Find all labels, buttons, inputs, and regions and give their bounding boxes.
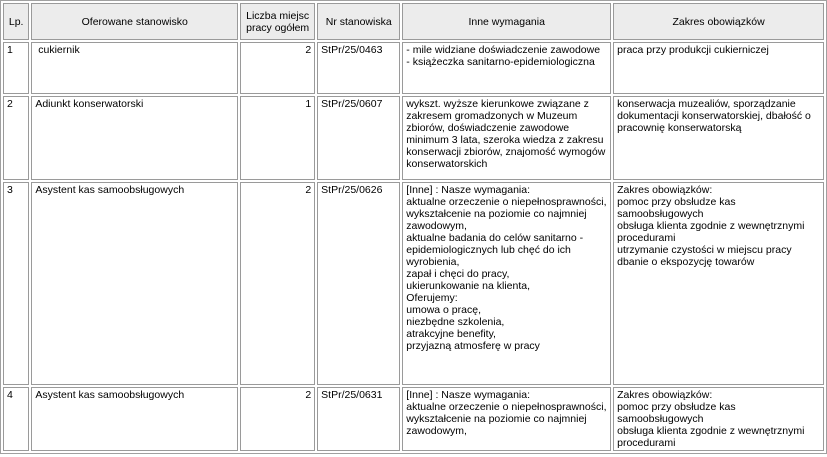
cell-duties xyxy=(613,42,824,94)
cell-position: Adiunkt konserwatorski xyxy=(31,96,238,180)
cell-requirements xyxy=(402,387,611,451)
cell-lp: 3 xyxy=(3,182,29,385)
cell-position: Asystent kas samoobsługowych xyxy=(31,182,238,385)
header-requirements: Inne wymagania xyxy=(402,3,611,40)
cell-text-line: - mile widziane doświadczenie zawodowe xyxy=(406,44,601,56)
header-count: Liczba miejsc pracy ogółem xyxy=(240,3,315,40)
cell-requirements xyxy=(402,42,611,94)
cell-text-line: umowa o pracę, xyxy=(406,304,481,316)
cell-id: StPr/25/0626 xyxy=(317,182,400,385)
cell-lp: 4 xyxy=(3,387,29,451)
cell-text-line: przyjazną atmosferę w pracy xyxy=(406,340,540,352)
cell-text-line: dbanie o ekspozycję towarów xyxy=(617,256,755,268)
cell-position: Asystent kas samoobsługowych xyxy=(31,387,238,451)
cell-count: 2 xyxy=(240,387,315,451)
cell-text-line: zapał i chęci do pracy, xyxy=(406,268,510,280)
cell-count: 2 xyxy=(240,42,315,94)
header-id: Nr stanowiska xyxy=(317,3,400,40)
cell-id: StPr/25/0463 xyxy=(317,42,400,94)
cell-id: StPr/25/0631 xyxy=(317,387,400,451)
cell-lp: 2 xyxy=(3,96,29,180)
header-lp: Lp. xyxy=(3,3,29,40)
cell-position: cukiernik xyxy=(31,42,238,94)
cell-requirements xyxy=(402,96,611,180)
cell-text-line: aktualne orzeczenie o niepełnosprawności, xyxy=(406,196,607,208)
cell-text-line: niezbędne szkolenia, xyxy=(406,316,505,328)
header-position: Oferowane stanowisko xyxy=(31,3,238,40)
cell-duties xyxy=(613,387,824,451)
cell-text-line: aktualne badania do celów sanitarno - epidemiologicznych lub chęć do ich wyrobienia, xyxy=(406,232,584,268)
cell-text-line: - książeczka sanitarno-epidemiologiczna xyxy=(406,56,595,68)
cell-text-line: konserwacja muzealiów, sporządzanie dokumentacji konserwatorskiej, dbałość o pracownię konserwatorską xyxy=(617,98,811,134)
cell-requirements xyxy=(402,182,611,385)
header-row xyxy=(3,3,824,40)
cell-text-line: pomoc przy obsłudze kas samoobsługowych xyxy=(617,401,736,425)
cell-text-line: [Inne] : Nasze wymagania: xyxy=(406,389,531,401)
cell-duties xyxy=(613,182,824,385)
table-row xyxy=(3,42,824,94)
table-row xyxy=(3,96,824,180)
cell-text-line: utrzymanie czystości w miejscu pracy xyxy=(617,244,792,256)
cell-text-line: pomoc przy obsłudze kas samoobsługowych xyxy=(617,196,736,220)
cell-text-line: Zakres obowiązków: xyxy=(617,389,713,401)
cell-text-line: obsługa klienta zgodnie z wewnętrznymi procedurami xyxy=(617,425,805,449)
cell-duties xyxy=(613,96,824,180)
table-row xyxy=(3,182,824,385)
cell-text-line: wykształcenie na poziomie co najmniej zawodowym, xyxy=(406,413,587,437)
cell-text-line: Zakres obowiązków: xyxy=(617,184,713,196)
cell-id: StPr/25/0607 xyxy=(317,96,400,180)
cell-lp: 1 xyxy=(3,42,29,94)
table-row xyxy=(3,387,824,451)
cell-text-line: Oferujemy: xyxy=(406,292,458,304)
cell-text-line: ukierunkowanie na klienta, xyxy=(406,280,531,292)
cell-text-line: atrakcyjne benefity, xyxy=(406,328,496,340)
cell-text-line: wykszt. wyższe kierunkowe związane z zakresem gromadzonych w Muzeum zbiorów, doświadczenie zawodowe minimum 3 lata, szeroka wiedza z zakresu konserwacji zbiorów, znajomość wymogów konserwatorskich xyxy=(406,98,606,170)
cell-count: 1 xyxy=(240,96,315,180)
cell-text-line: wykształcenie na poziomie co najmniej zawodowym, xyxy=(406,208,587,232)
header-duties: Zakres obowiązków xyxy=(613,3,824,40)
cell-text-line: praca przy produkcji cukierniczej xyxy=(617,44,769,56)
cell-count: 2 xyxy=(240,182,315,385)
cell-text-line: aktualne orzeczenie o niepełnosprawności, xyxy=(406,401,607,413)
cell-text-line: obsługa klienta zgodnie z wewnętrznymi procedurami xyxy=(617,220,805,244)
cell-text-line: [Inne] : Nasze wymagania: xyxy=(406,184,531,196)
